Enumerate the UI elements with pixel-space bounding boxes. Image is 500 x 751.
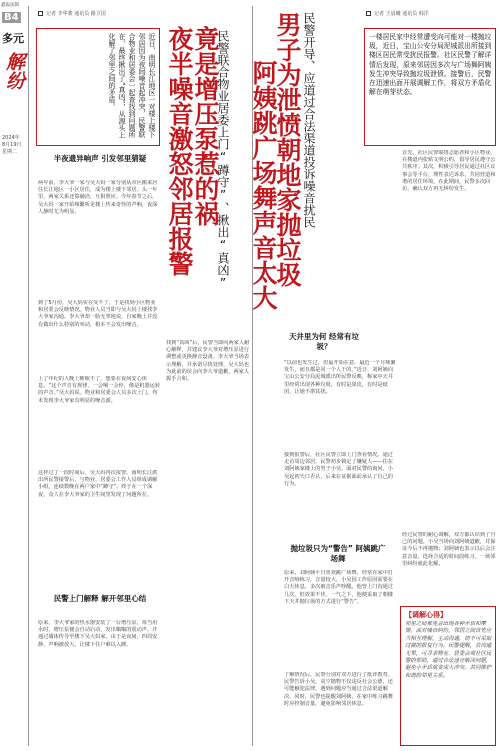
left-lede-box xyxy=(36,28,160,146)
right-headline-2: 阿姨跳广场舞声音太大 xyxy=(249,60,278,310)
left-para5: 原来，李大爷家的热水器安装了一台增压泵，每当用水时，增压泵便会自动启动，发出嗡嗡的震动声，并通过墙体传导至楼下吴大妈家。由于是夜间，四周安静，声响被放大，让楼下住户难以入睡。 xyxy=(38,620,158,648)
right-reporters: 记者 王晨曦 通讯员 韩洋 xyxy=(374,11,429,17)
right-lede: 一楼居民家中经常遭受向可能对一楼抛垃圾，近日，宝山公安分局泥城派出所接到楼区居民常受扰民报警。社区民警了解详情后发现，原来邻居因多次与广场舞阿姨发生冲突导致抛垃圾泄愤。接警后，民警在迅速出面开展调解工作，将双方矛盾化解在萌芽状态。 xyxy=(369,33,492,97)
left-sub2-text: 民警上门解释 解开邻里心结 xyxy=(53,594,147,603)
commentary-box xyxy=(400,606,496,746)
right-para1: “以前也发生过，但最开始在意，最近一个月频繁发生，而且都是同一个人干的。”近日，刘阿姨向宝山公安分局泥城派出所民警反映，称家中天井里经常出现各种垃圾，有时是果皮，有时是纸团，让她不堪其扰。 xyxy=(284,360,396,395)
right-sub1-text: 天井里为何 经常有垃圾？ xyxy=(288,332,360,351)
issue-weekday: 星期二 xyxy=(2,149,18,155)
page-number: B4 xyxy=(4,12,19,23)
right-sub2-text: 抛垃圾只为“警告” 阿姨跳广场舞 xyxy=(290,544,386,563)
left-sub1 xyxy=(40,152,160,174)
reporter-marker-icon xyxy=(366,11,371,16)
left-sub1-text: 半夜遗异响声 引发邻里猜疑 xyxy=(53,154,147,163)
right-article xyxy=(249,0,498,751)
reporter-marker-icon xyxy=(38,11,43,16)
commentary-text: 邻里之间难免会出现各种矛盾和摩擦，面对噪音纠纷，邻居之间首先应当相互理解，主动沟通，切不可采取过激的报复行为。民警提醒，若沟通无果，可寻求物业、居委会或社区民警的帮助，通过合法途径解决问题，避免小矛盾演变成大冲突，共同维护和谐的邻里关系。 xyxy=(405,621,492,679)
right-lede-box xyxy=(364,28,496,146)
left-headline-top: 民警联合物业居委上门“蹲守”、揪出“真凶” xyxy=(216,30,230,290)
left-lede: 近日，南明长江地区一对楼上楼下邻居因为夜间噪音起冲突，民警联合物业和居委会一起查找到问题所在，最终揪出了“真凶”，从源头上化解了邻里之间的矛盾。 xyxy=(108,33,156,139)
right-sub2 xyxy=(288,542,388,566)
right-headline-top: 民警开导、应道过合法渠道投诉噪音扰民 xyxy=(302,12,316,228)
right-sub1 xyxy=(288,330,360,354)
commentary-title: 【调解心得】 xyxy=(405,611,447,619)
right-para5: 经过民警的耐心调解，双方都认识到了自己的问题。小吴当场向刘阿姨道歉，并保证今后不再抛物；刘阿姨也表示以后会注意音量，选择合适的时间段练习。一场邻里纠纷就此化解。 xyxy=(402,532,496,567)
masthead-divider xyxy=(28,6,29,746)
left-reporters: 记者 李华骏 通讯员 路卫国 xyxy=(46,11,106,17)
issue-date-2: 8月19日 xyxy=(2,142,22,148)
left-reporter-line xyxy=(38,10,158,18)
right-para3: 原来，刘阿姨平日喜欢跳广场舞，经常在家中打开音响练习，音量较大。小吴因工作原因需要在白天休息，多次被音乐声吵醒。他曾上门沟通过几次，但效果不佳。一气之下，他便采取了朝楼下天井抛垃圾的方式进行“警告”。 xyxy=(284,570,393,605)
right-reporter-line xyxy=(366,10,494,18)
right-para4: 了解情况后，民警分别对双方进行了批评教育。民警告诉小吴，高空抛物不仅违反社会公德，还可能触犯法律，遇到问题应当通过合法渠道解决。同时，民警也提醒刘阿姨，在家中练习跳舞时应控制音量，避免影响邻居休息。 xyxy=(284,672,393,707)
section-name: 多元 xyxy=(2,32,24,45)
left-headline-2: 夜半噪音激怒邻居报警 xyxy=(165,26,194,276)
left-para4: 这样过了一段时间后，吴大妈再次报警。南明长江派出所民警接警后，与物业、居委会工作人员组成调解小组，连续数晚在两户家中“蹲守”。终于在一个深夜，众人在李大爷家的卫生间里发现了问题所在。 xyxy=(38,470,158,498)
right-para6: 首先，社区民警联络志愿者和小区物业，在楼道内张贴文明公约，倡导居民遵守公共秩序。其次，积极引导居民通过社区议事会等平台，理性表达诉求，共同营造和谐的居住环境。在此期间，民警多次回访，确认双方再无纠纷发生。 xyxy=(402,150,496,193)
issue-date: 2024年 xyxy=(2,135,20,141)
paper-name: 鑫报法制 xyxy=(1,3,19,8)
left-para3: 上了年纪的人晚上睡眠不了，想要在夜间安心休息。“这个声音有规律，一会响一会停，像是机器运转的声音。”吴大妈说。物业和居委会人员多次上门，均未发现李大爷家有明显的噪音源。 xyxy=(38,376,160,404)
left-para1: 两年前，李大爷一家与吴大妈一家分别从市区搬来居住长江地区一小区居住，成为楼上楼下邻居。头一年里，两家关系还算融洽，互相照应。今年春节之后，吴大妈一家开始频繁听见楼上传来奇怪的声响，夜深人静时尤为明显。 xyxy=(38,180,158,215)
right-para2: 接到报警后，社区民警立即上门查看情况。通过走访周边邻居，民警初步锁定了嫌疑人——住在刘阿姨家楼上的男子小吴。面对民警的询问，小吴起初矢口否认，后来在证据面前承认了自己的行为。 xyxy=(284,452,393,487)
section-art: 解纷 xyxy=(3,52,25,90)
left-headline-1: 竟是增压泵惹的祸 xyxy=(191,26,220,226)
left-sub2 xyxy=(40,592,160,616)
masthead xyxy=(0,0,28,751)
left-para2: 到了5月份，吴大妈实在受不了，于是找到小区物业和居委会反映情况。物业人员当即与吴大妈上楼找李大爷家沟通。李大爷却一脸无辜地说，自家晚上并没有做出什么特别的举动，根本不会发出噪音。 xyxy=(38,300,158,328)
left-para6: 找到“真凶”后，民警当即向两家人耐心解释，并建议李大爷对增压泵进行调整或更换静音设备。李大爷当场表示理解，并承诺尽快处理。吴大妈也为此前的误会向李大爷道歉，两家人握手言和。 xyxy=(166,340,250,383)
left-article xyxy=(30,0,248,751)
right-headline-1: 男子为泄愤朝地家抛垃圾 xyxy=(273,12,302,287)
